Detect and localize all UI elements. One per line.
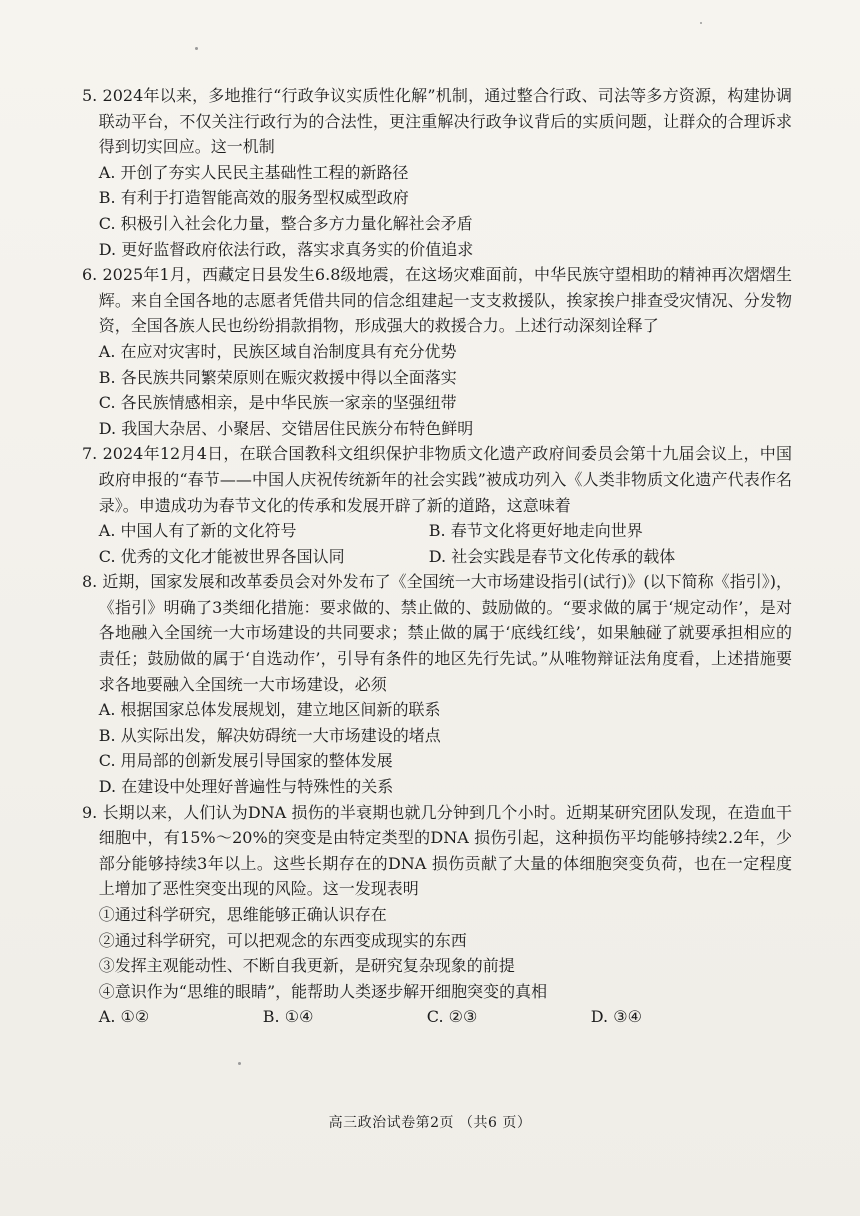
question-8	[82, 569, 792, 799]
option-b: B. 从实际出发，解决妨碍统一大市场建设的堵点	[98, 725, 441, 745]
scan-speck	[238, 1062, 241, 1065]
statement-2: ②通过科学研究，可以把观念的东西变成现实的东西	[98, 930, 467, 950]
option-row	[82, 518, 792, 544]
option-c: C. 各民族情感相亲，是中华民族一家亲的坚强纽带	[98, 393, 457, 413]
scan-speck	[195, 47, 198, 50]
question-6	[82, 262, 792, 441]
option-b: B. 春节文化将更好地走向世界	[428, 521, 643, 541]
questions-area	[82, 83, 792, 1030]
option-c: C. 优秀的文化才能被世界各国认同	[98, 546, 345, 566]
option-a: A. 中国人有了新的文化符号	[98, 521, 297, 541]
statement-4: ④意识作为“思维的眼睛”，能帮助人类逐步解开细胞突变的真相	[98, 981, 548, 1001]
statement-1: ①通过科学研究，思维能够正确认识存在	[98, 905, 387, 924]
option-d: D. 在建设中处理好普遍性与特殊性的关系	[98, 777, 394, 797]
option-a: A. 根据国家总体发展规划，建立地区间新的联系	[98, 700, 441, 720]
option-d: D. 我国大杂居、小聚居、交错居住民族分布特色鲜明	[98, 418, 474, 438]
option-a: A. 在应对灾害时，民族区域自治制度具有充分优势	[98, 341, 457, 361]
option-a: A. 开创了夯实人民民主基础性工程的新路径	[98, 162, 409, 182]
scan-speck	[700, 22, 702, 24]
question-stem: 6. 2025年1月，西藏定日县发生6.8级地震，在这场灾难面前，中华民族守望相助的精神再次熠熠生辉。来自全国各地的志愿者凭借共同的信念组建起一支支救援队，挨家挨户排查受灾情况、分发物资，全国各族人民也纷纷捐款捐物，形成强大的救援合力。上述行动深刻诠释了	[82, 265, 792, 336]
option-d: D. 社会实践是春节文化传承的载体	[428, 546, 676, 566]
question-7	[82, 441, 792, 569]
option-b: B. ①④	[262, 1007, 314, 1027]
question-stem: 5. 2024年以来，多地推行“行政争议实质性化解”机制，通过整合行政、司法等多方资源，构建协调联动平台，不仅关注行政行为的合法性，更注重解决行政争议背后的实质问题，让群众的合理诉求得到切实回应。这一机制	[82, 86, 792, 157]
option-d: D. ③④	[590, 1007, 642, 1027]
option-row	[82, 1004, 792, 1030]
option-c: C. 积极引入社会化力量，整合多方力量化解社会矛盾	[98, 213, 473, 233]
question-9	[82, 800, 792, 1030]
question-stem: 7. 2024年12月4日，在联合国教科文组织保护非物质文化遗产政府间委员会第十九届会议上，中国政府申报的“春节——中国人庆祝传统新年的社会实践”被成功列入《人类非物质文化遗产代表作名录》。申遗成功为春节文化的传承和发展开辟了新的道路，这意味着	[82, 444, 792, 515]
question-stem: 9. 长期以来，人们认为DNA 损伤的半衰期也就几分钟到几个小时。近期某研究团队发现，在造血干细胞中，有15%～20%的突变是由特定类型的DNA 损伤引起，这种损伤平均能够持续2.2年，少部分能够持续3年以上。这些长期存在的DNA 损伤贡献了大量的体细胞突变负荷，也在一定程度上增加了恶性突变出现的风险。这一发现表明	[82, 802, 792, 899]
page-footer: 高三政治试卷第2页 （共6 页）	[328, 1115, 532, 1131]
question-stem: 8. 近期，国家发展和改革委员会对外发布了《全国统一大市场建设指引(试行)》(以下简称《指引》)，《指引》明确了3类细化措施：要求做的、禁止做的、鼓励做的。“要求做的属于‘规定动作’，是对各地融入全国统一大市场建设的共同要求；禁止做的属于‘底线红线’，如果触碰了就要承担相应的责任；鼓励做的属于‘自选动作’，引导有条件的地区先行先试。”从唯物辩证法角度看，上述措施要求各地要融入全国统一大市场建设，必须	[82, 572, 792, 694]
option-d: D. 更好监督政府依法行政，落实求真务实的价值追求	[98, 239, 474, 259]
option-c: C. 用局部的创新发展引导国家的整体发展	[98, 751, 393, 771]
option-b: B. 各民族共同繁荣原则在赈灾救援中得以全面落实	[98, 367, 457, 387]
statement-3: ③发挥主观能动性、不断自我更新，是研究复杂现象的前提	[98, 956, 515, 976]
question-5	[82, 83, 792, 262]
option-row	[82, 544, 792, 570]
option-c: C. ②③	[426, 1007, 478, 1027]
option-a: A. ①②	[98, 1007, 150, 1027]
option-b: B. 有利于打造智能高效的服务型权威型政府	[98, 188, 409, 208]
